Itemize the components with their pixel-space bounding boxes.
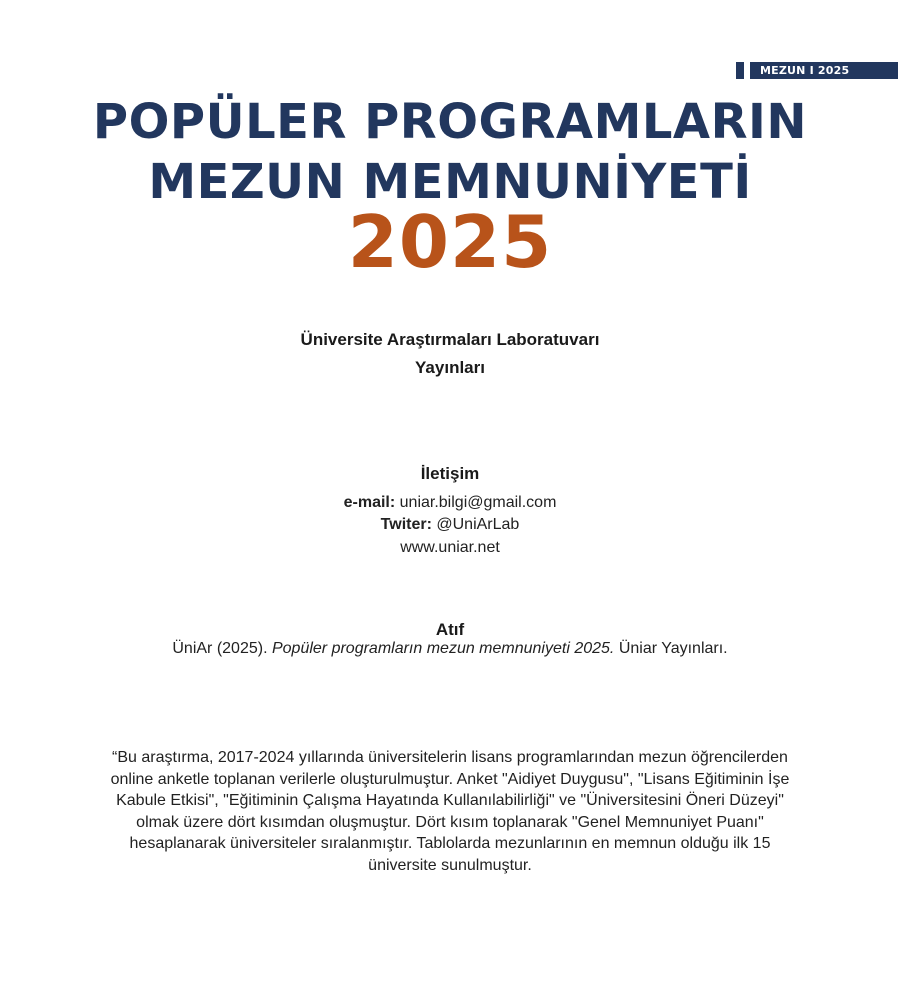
header-badge (736, 62, 898, 79)
twitter-value[interactable]: @UniArLab (436, 516, 520, 533)
website-link[interactable]: www.uniar.net (400, 539, 500, 556)
badge-label: MEZUN I 2025 (750, 62, 898, 79)
publisher-line-1: Üniversite Araştırmaları Laboratuvarı (300, 330, 600, 349)
citation-heading: Atıf (435, 620, 465, 639)
badge-accent-bar (736, 62, 744, 79)
citation-suffix: Üniar Yayınları. (614, 640, 728, 657)
publisher-line-2: Yayınları (415, 358, 485, 377)
contact-heading: İletişim (420, 464, 480, 483)
contact-twitter-line (0, 516, 900, 534)
title-line-2: MEZUN MEMNUNİYETİ (148, 154, 752, 210)
citation-title: Popüler programların mezun memnuniyeti 2025. (271, 640, 615, 657)
twitter-label: Twiter: (380, 516, 432, 533)
citation-text (0, 640, 900, 658)
contact-email-line (0, 494, 900, 512)
email-label: e-mail: (343, 494, 396, 511)
title-line-1: POPÜLER PROGRAMLARIN (92, 94, 808, 150)
abstract-paragraph: “Bu araştırma, 2017-2024 yıllarında üniversitelerin lisans programlarından mezun öğrencilerden online anketle toplanan verilerle oluşturulmuştur. Anket "Aidiyet Duygusu", "Lisans Eğitiminin İşe Kabule Etkisi", "Eğitiminin Çalışma Hayatında Kullanılabilirliği" ve "Üniversitesini Öneri Düzeyi" olmak üzere dört kısımdan oluşmuştur. Dört kısım toplanarak "Genel Memnuniyet Puanı" hesaplanarak üniversiteler sıralanmıştır. Tablolarda mezunlarının en memnun olduğu ilk 15 üniversite sunulmuştur. (110, 749, 790, 874)
citation-prefix: ÜniAr (2025). (172, 640, 272, 657)
email-value[interactable]: uniar.bilgi@gmail.com (399, 494, 557, 511)
title-year: 2025 (347, 200, 553, 284)
